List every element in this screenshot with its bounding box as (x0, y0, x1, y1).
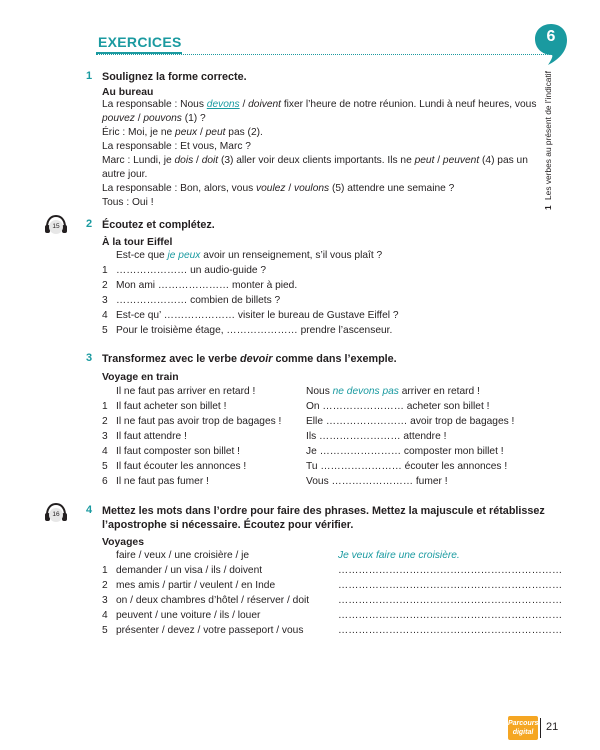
sep: / (285, 183, 294, 194)
ex4-track-number: 16 (49, 508, 63, 522)
ex1-choice-doit[interactable]: doit (201, 155, 219, 166)
ex2-example-answer: je peux (167, 250, 201, 261)
ex1-choice-peut[interactable]: peut (205, 127, 226, 138)
text: Marc : Lundi, je (102, 155, 175, 166)
ex2-number: 2 (86, 218, 93, 230)
ex1-choice-pouvons[interactable]: pouvons (143, 113, 182, 124)
text: Pour le troisième étage, (116, 325, 227, 336)
table-row-answer (306, 400, 489, 414)
text: peuvent / une voiture / ils / louer (116, 610, 261, 621)
text: Il faut acheter son billet ! (116, 401, 227, 412)
text: Il faut écouter les annonces ! (116, 461, 247, 472)
text: monter à pied. (229, 280, 298, 291)
text: acheter son billet ! (403, 401, 490, 412)
item-number: 1 (102, 401, 108, 412)
text: on / deux chambres d’hôtel / réserver / doit (116, 595, 310, 606)
ex1-title: Soulignez la forme correcte. (102, 71, 247, 83)
list-item (102, 309, 399, 323)
text: Je (306, 446, 320, 457)
ex2-example (116, 249, 382, 263)
text: Tu (306, 461, 321, 472)
text: Est-ce que (116, 250, 168, 261)
text: pas (2). (225, 127, 263, 138)
text: visiter le bureau de Gustave Eiffel ? (235, 310, 399, 321)
list-item (102, 564, 262, 578)
text: Transformez avec le verbe (102, 353, 241, 365)
item-number: 4 (102, 610, 108, 621)
badge-line-1: Parcours (508, 720, 539, 727)
ex4-title-line-1: Mettez les mots dans l’ordre pour faire des phrases. Mettez la majuscule et rétablissez (102, 505, 545, 517)
sep: / (134, 113, 144, 124)
ex1-line-8: Tous : Oui ! (102, 197, 154, 208)
ex1-number: 1 (86, 70, 93, 82)
table-row-answer (306, 415, 514, 429)
text: (3) aller voir deux clients importants. Ils ne (218, 155, 415, 166)
answer-field[interactable]: ………………………………………………………… (338, 595, 563, 606)
text: La responsable : Bon, alors, vous (102, 183, 257, 194)
text: Elle (306, 416, 326, 427)
ex2-track-number: 15 (49, 220, 63, 234)
text: attendre ! (400, 431, 447, 442)
header-title-box (98, 34, 180, 54)
header-rule (96, 54, 558, 55)
ex1-choice-voulez[interactable]: voulez (256, 183, 286, 194)
blank-field[interactable]: …………………… (325, 416, 408, 427)
ex2-subtitle: À la tour Eiffel (102, 237, 173, 248)
blank-field[interactable]: ………………… (116, 295, 188, 306)
text: Mon ami (116, 280, 158, 291)
table-row (102, 415, 281, 429)
list-item (102, 624, 303, 638)
item-number: 6 (102, 476, 108, 487)
text: devoir (240, 353, 273, 365)
blank-field[interactable]: …………………… (320, 461, 402, 472)
table-row (102, 460, 246, 474)
text: Vous (306, 476, 332, 487)
sep: / (239, 99, 249, 110)
footer-divider (540, 718, 541, 738)
text: avoir trop de bagages ! (407, 416, 515, 427)
text: avoir un renseignement, s’il vous plaît ? (200, 250, 383, 261)
table-row-answer (306, 460, 507, 474)
text: écouter les annonces ! (401, 461, 508, 472)
ex4-title-line-2: l’apostrophe si nécessaire. Écoutez pour vérifier. (102, 519, 354, 531)
side-label-text: Les verbes au présent de l’indicatif (543, 71, 553, 200)
item-number: 1 (102, 265, 108, 276)
header-title-underline (96, 52, 182, 54)
text: composter mon billet ! (401, 446, 504, 457)
blank-field[interactable]: ………………… (157, 280, 230, 291)
text: arriver en retard ! (398, 386, 480, 397)
ex1-line-3 (102, 126, 263, 140)
answer-field[interactable]: ………………………………………………………… (338, 565, 563, 576)
ex3-subtitle: Voyage en train (102, 372, 179, 383)
ex2-title: Écoutez et complétez. (102, 219, 215, 231)
text: prendre l’ascenseur. (297, 325, 393, 336)
sep: / (193, 155, 202, 166)
item-number: 2 (102, 280, 108, 291)
blank-field[interactable]: ………………… (116, 265, 188, 276)
list-item (102, 579, 275, 593)
table-row-answer (306, 475, 448, 489)
chapter-tab (534, 22, 568, 66)
item-number: 2 (102, 416, 108, 427)
text: Ils (306, 431, 320, 442)
text: Il ne faut pas fumer ! (116, 476, 209, 487)
ex3-example-right (306, 385, 480, 399)
text: comme dans l’exemple. (272, 353, 397, 365)
list-item (102, 609, 260, 623)
table-row (102, 400, 226, 414)
badge-line-2: digital (512, 729, 534, 736)
text: (4) pas un (479, 155, 528, 166)
list-item (102, 279, 297, 293)
ex1-choice-peux[interactable]: peux (175, 127, 198, 138)
table-row (102, 430, 187, 444)
text: Il faut attendre ! (116, 431, 187, 442)
page-title: EXERCICES (98, 34, 182, 50)
item-number: 3 (102, 295, 108, 306)
ex3-title (102, 352, 397, 366)
list-item (102, 594, 309, 608)
list-item (102, 294, 280, 308)
blank-field[interactable]: …………………… (322, 401, 404, 412)
text: Il ne faut pas avoir trop de bagages ! (116, 416, 282, 427)
sep: / (434, 155, 443, 166)
text: Nous (306, 386, 333, 397)
item-number: 2 (102, 580, 108, 591)
answer-field[interactable]: ………………………………………………………… (338, 610, 563, 621)
item-number: 3 (102, 595, 108, 606)
text: Est-ce qu’ (116, 310, 164, 321)
ex2-audio-track[interactable] (44, 214, 68, 239)
blank-field[interactable]: …………………… (331, 476, 413, 487)
text: La responsable : Nous (102, 99, 207, 110)
ex1-line-5 (102, 154, 528, 168)
text: un audio-guide ? (187, 265, 267, 276)
text: présenter / devez / votre passeport / vous (116, 625, 304, 636)
item-number: 3 (102, 431, 108, 442)
chapter-number: 6 (546, 28, 556, 45)
side-label-number: 1 (543, 205, 553, 210)
ex4-number: 4 (86, 504, 93, 516)
text: (1) ? (181, 113, 206, 124)
ex1-line-2 (102, 112, 206, 126)
blank-field[interactable]: …………………… (319, 431, 401, 442)
ex1-line-4: La responsable : Et vous, Marc ? (102, 141, 251, 152)
text: Il faut composter son billet ! (116, 446, 241, 457)
ex1-choice-peuvent[interactable]: peuvent (442, 155, 480, 166)
answer-field[interactable]: ………………………………………………………… (338, 625, 563, 636)
ex4-example-left: faire / veux / une croisière / je (116, 550, 250, 561)
item-number: 5 (102, 625, 108, 636)
table-row (102, 475, 209, 489)
item-number: 4 (102, 446, 108, 457)
page-number: 21 (546, 721, 559, 733)
ex1-choice-devons[interactable]: devons (206, 99, 240, 110)
ex4-example-answer: Je veux faire une croisière. (338, 550, 460, 561)
answer-field[interactable]: ………………………………………………………… (338, 580, 563, 591)
ex4-audio-track[interactable] (44, 502, 68, 527)
item-number: 5 (102, 325, 108, 336)
blank-field[interactable]: ………………… (226, 325, 298, 336)
item-number: 5 (102, 461, 108, 472)
blank-field[interactable]: …………………… (319, 446, 402, 457)
ex3-example-answer: ne devons pas (332, 386, 399, 397)
ex1-line-1 (102, 98, 536, 112)
ex1-subtitle: Au bureau (102, 87, 154, 98)
text: On (306, 401, 323, 412)
ex1-choice-dois[interactable]: dois (174, 155, 194, 166)
ex1-choice-pouvez[interactable]: pouvez (102, 113, 135, 124)
item-number: 4 (102, 310, 108, 321)
sep: / (197, 127, 206, 138)
text: mes amis / partir / veulent / en Inde (116, 580, 276, 591)
ex1-line-6: autre jour. (102, 169, 148, 180)
text: fixer l’heure de notre réunion. Lundi à neuf heures, vous (281, 99, 537, 110)
ex1-choice-voulons[interactable]: voulons (294, 183, 330, 194)
table-row-answer (306, 430, 446, 444)
text: Éric : Moi, je ne (102, 127, 176, 138)
ex4-subtitle: Voyages (102, 537, 144, 548)
table-row (102, 445, 240, 459)
text: (5) attendre une semaine ? (329, 183, 455, 194)
text: combien de billets ? (187, 295, 281, 306)
blank-field[interactable]: ………………… (163, 310, 236, 321)
ex3-number: 3 (86, 352, 93, 364)
ex1-choice-peut-4[interactable]: peut (414, 155, 435, 166)
ex1-choice-doivent[interactable]: doivent (248, 99, 281, 110)
list-item (102, 324, 392, 338)
side-label (543, 71, 553, 210)
ex3-example-left: Il ne faut pas arriver en retard ! (116, 386, 256, 397)
table-row-answer (306, 445, 504, 459)
item-number: 1 (102, 565, 108, 576)
ex1-line-7 (102, 182, 454, 196)
parcours-digital-badge[interactable] (508, 716, 538, 740)
list-item (102, 264, 266, 278)
text: demander / un visa / ils / doivent (116, 565, 263, 576)
text: fumer ! (413, 476, 448, 487)
